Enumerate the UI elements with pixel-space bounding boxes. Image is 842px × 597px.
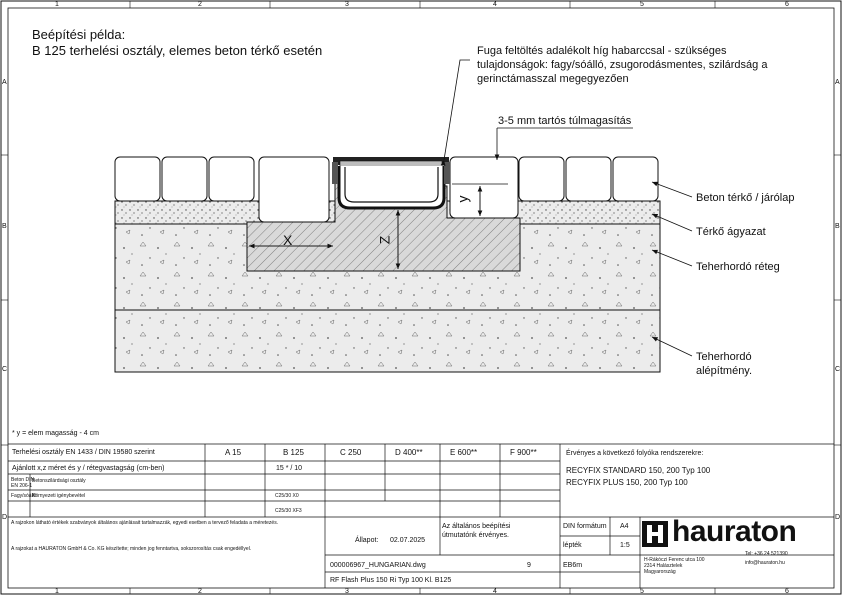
dim-z-label: Z — [376, 235, 393, 245]
row3-desc: Betonszilárdsági osztály — [32, 478, 86, 484]
grid-col-6: 6 — [785, 1, 789, 8]
grid-row-a-right: A — [835, 79, 840, 86]
subbase-layer — [115, 310, 660, 372]
email: info@hauraton.hu — [745, 560, 785, 566]
grid-col-5-bottom: 5 — [640, 588, 644, 595]
class-d400: D 400** — [395, 448, 423, 457]
grid-row-b-right: B — [835, 223, 840, 230]
class-c250: C 250 — [340, 448, 362, 457]
class-e600: E 600** — [450, 448, 478, 457]
grid-row-a: A — [2, 79, 7, 86]
system-2: RECYFIX PLUS 150, 200 Typ 100 — [566, 478, 688, 487]
paver — [209, 157, 254, 201]
dim-x-label: X — [283, 232, 293, 248]
class-f900: F 900** — [510, 448, 537, 457]
disclaimer-2: A rajzokat a HAURATON GmbH & Co. KG készítette; minden jog fenntartva, sokszorosítás csak engedéllyel. — [11, 546, 252, 552]
grid-col-2: 2 — [198, 1, 202, 8]
grid-row-b: B — [2, 223, 7, 230]
joint-note-3: gerinctámasszal megegyezően — [477, 73, 629, 85]
format-label: DIN formátum — [563, 523, 607, 530]
grid-col-4: 4 — [493, 1, 497, 8]
grid-col-3: 3 — [345, 1, 349, 8]
grid-col-6-bottom: 6 — [785, 588, 789, 595]
label-subbase-2: alépítmény. — [696, 365, 753, 377]
paver — [115, 157, 160, 201]
grid-col-1-bottom: 1 — [55, 588, 59, 595]
row3-label-b: EN 206-1 — [11, 483, 33, 489]
grid-col-2-bottom: 2 — [198, 588, 202, 595]
address-3: Magyarország — [644, 569, 676, 575]
class-b125: B 125 — [283, 448, 304, 457]
grid-col-3-bottom: 3 — [345, 588, 349, 595]
validity-label: Érvényes a következő folyóka rendszerekre: — [566, 450, 704, 457]
grid-row-c-right: C — [835, 366, 841, 373]
file-count: 9 — [527, 562, 531, 569]
file-name: 000006967_HUNGARIAN.dwg — [330, 562, 426, 569]
general-note-2: útmutatónk érvényes. — [442, 532, 509, 539]
row2-label: Ajánlott x,z méret és y / rétegvastagság (cm-ben) — [12, 465, 165, 472]
paver — [566, 157, 611, 201]
disclaimer-1: A rajzokon látható értékek szabványok általános ajánlásait tartalmazzák, egyedi esetben a tervező feladata a méretezés. — [11, 520, 279, 526]
title-line-2: B 125 terhelési osztály, elemes beton térkő esetén — [32, 43, 323, 58]
format-value: A4 — [620, 523, 629, 530]
title-line-1: Beépítési példa: — [32, 27, 126, 42]
row2-value: 15 * / 10 — [276, 465, 303, 472]
grid-row-d-right: D — [835, 514, 841, 521]
row1-label: Terhelési osztály EN 1433 / DIN 19580 szerint — [12, 449, 155, 456]
label-bedding: Térkő ágyazat — [696, 226, 766, 238]
address-2: 2314 Halásztelek — [644, 563, 683, 569]
phone: Tel: +36 24 521390 — [745, 551, 788, 557]
brand-wordmark: hauraton — [672, 515, 797, 548]
overheight-note: 3-5 mm tartós túlmagasítás — [498, 115, 632, 127]
grid-col-1: 1 — [55, 1, 59, 8]
grid-col-4-bottom: 4 — [493, 588, 497, 595]
row3-value: C25/30 X0 — [275, 493, 299, 499]
row3-label-a: Beton DIN — [11, 477, 35, 483]
paver — [613, 157, 658, 201]
scale-value: 1:5 — [620, 542, 630, 549]
scale-label: lépték — [563, 542, 582, 549]
row4-desc: Környezeti igénybevétel — [32, 493, 86, 499]
joint-note-2: tulajdonságok: fagy/sóálló, zsugorodásmentes, szilárdság a — [477, 59, 768, 71]
address-1: H-Rákóczi Ferenc utca 100 — [644, 557, 705, 563]
drawing-code: EB6m — [563, 562, 583, 569]
grid-col-5: 5 — [640, 1, 644, 8]
label-paver: Beton térkő / járólap — [696, 192, 795, 204]
drainage-channel — [332, 157, 450, 208]
paver — [162, 157, 207, 201]
joint-note-1: Fuga feltöltés adalékolt híg habarccsal - szükséges — [477, 45, 727, 57]
grid-row-d: D — [2, 514, 8, 521]
system-1: RECYFIX STANDARD 150, 200 Typ 100 — [566, 466, 711, 475]
drawing-title: RF Flash Plus 150 Ri Typ 100 Kl. B125 — [330, 577, 452, 584]
paver — [259, 157, 329, 222]
label-subbase-1: Teherhordó — [696, 351, 752, 363]
status-label: Állapot: — [355, 537, 379, 544]
hauraton-logo-icon — [642, 521, 668, 547]
paver — [519, 157, 564, 201]
grid-row-c: C — [2, 366, 8, 373]
footnote: * y = elem magasság - 4 cm — [12, 430, 99, 437]
label-base: Teherhordó réteg — [696, 261, 780, 273]
status-date: 02.07.2025 — [390, 537, 426, 544]
dim-y-label: y — [454, 195, 471, 203]
row4-value: C25/30 XF3 — [275, 508, 302, 514]
paver — [450, 157, 518, 218]
class-a15: A 15 — [225, 448, 242, 457]
row4-label: Fagy/sóálló — [11, 493, 37, 499]
general-note-1: Az általános beépítési — [442, 523, 511, 530]
